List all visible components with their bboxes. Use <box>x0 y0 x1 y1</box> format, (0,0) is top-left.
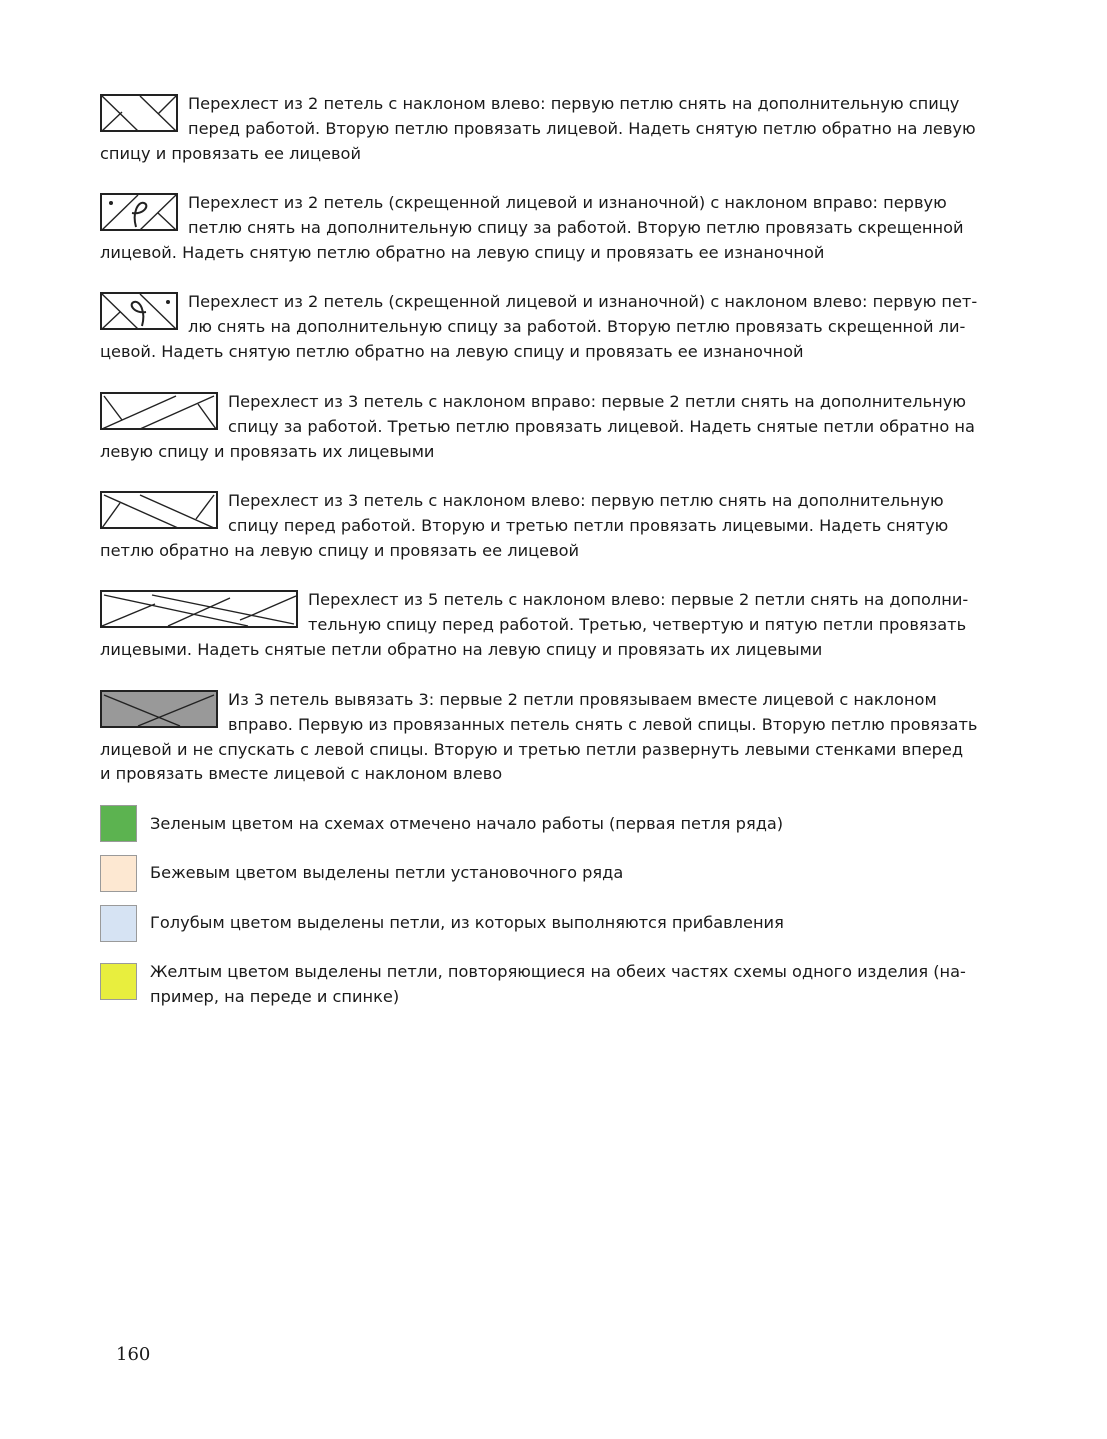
entry-text-line: цевой. Надеть снятую петлю обратно на левую спицу и провязать ее изнаночной <box>100 341 804 361</box>
entry-text-line: тельную спицу перед работой. Третью, четвертую и пятую петли провязать <box>308 614 967 634</box>
entry-text-line: Перехлест из 2 петель с наклоном влево: первую петлю снять на дополнительную спицу <box>188 94 960 113</box>
cross-2-twisted-right-symbol-icon <box>100 193 178 231</box>
three-from-three-symbol-icon <box>100 690 218 728</box>
cross-3-right-symbol-icon <box>100 392 218 430</box>
green-swatch-text <box>150 812 1020 837</box>
blue-swatch-text <box>150 911 1020 936</box>
entry-text-line: Из 3 петель вывязать 3: первые 2 петли провязываем вместе лицевой с наклоном <box>228 690 937 709</box>
entry-text-line: Зеленым цветом на схемах отмечено начало работы (первая петля ряда) <box>150 814 784 833</box>
beige-swatch-text <box>150 861 1020 886</box>
entry-text-line: Перехлест из 2 петель (скрещенной лицевой и изнаночной) с наклоном вправо: первую <box>188 193 947 212</box>
entry-text-line: лицевой и не спускать с левой спицы. Вторую и третью петли развернуть левыми стенками вперед <box>100 739 964 759</box>
entry-text-line: петлю обратно на левую спицу и провязать ее лицевой <box>100 540 580 560</box>
legend-entry-cross-3-right <box>100 390 1030 464</box>
legend-entry-cross-2-twisted-right <box>100 191 1030 265</box>
entry-text-line: лю снять на дополнительную спицу за работой. Вторую петлю провязать скрещенной ли- <box>188 316 966 336</box>
cross-2-left-symbol-icon <box>100 94 178 132</box>
legend-entry-cross-5-left <box>100 588 1030 662</box>
entry-text-line: Перехлест из 3 петель с наклоном влево: первую петлю снять на дополнительную <box>228 491 944 510</box>
yellow-swatch-text <box>150 960 1020 1010</box>
cross-5-left-symbol-icon <box>100 590 298 628</box>
entry-text-line: Перехлест из 2 петель (скрещенной лицевой и изнаночной) с наклоном влево: первую пет- <box>188 292 978 311</box>
entry-text-line: Перехлест из 3 петель с наклоном вправо: первые 2 петли снять на дополнительную <box>228 392 966 411</box>
entry-text-line: спицу и провязать ее лицевой <box>100 143 361 163</box>
beige-swatch <box>100 855 137 892</box>
page-number: 160 <box>116 1344 151 1365</box>
cross-2-twisted-left-symbol-icon <box>100 292 178 330</box>
entry-text-line: петлю снять на дополнительную спицу за работой. Вторую петлю провязать скрещенной <box>188 217 964 237</box>
legend-entry-3-from-3 <box>100 688 1030 787</box>
entry-text-line: вправо. Первую из провязанных петель снять с левой спицы. Вторую петлю провязать <box>228 714 978 734</box>
entry-text-line: лицевыми. Надеть снятые петли обратно на левую спицу и провязать их лицевыми <box>100 639 823 659</box>
entry-text-line: Голубым цветом выделены петли, из которых выполняются прибавления <box>150 913 784 932</box>
entry-text-line: лицевой. Надеть снятую петлю обратно на левую спицу и провязать ее изнаночной <box>100 242 825 262</box>
legend-entry-cross-2-left <box>100 92 1030 166</box>
legend-entry-cross-3-left <box>100 489 1030 563</box>
entry-text-line: перед работой. Вторую петлю провязать лицевой. Надеть снятую петлю обратно на левую <box>188 118 976 138</box>
yellow-swatch <box>100 963 137 1000</box>
entry-text-line: спицу перед работой. Вторую и третью петли провязать лицевыми. Надеть снятую <box>228 515 949 535</box>
entry-text-line: и провязать вместе лицевой с наклоном влево <box>100 764 503 784</box>
entry-text-line: левую спицу и провязать их лицевыми <box>100 441 435 461</box>
blue-swatch <box>100 905 137 942</box>
green-swatch <box>100 805 137 842</box>
entry-text-line: Перехлест из 5 петель с наклоном влево: первые 2 петли снять на дополни- <box>308 590 969 609</box>
entry-text-line: пример, на переде и спинке) <box>150 986 400 1006</box>
entry-text-line: спицу за работой. Третью петлю провязать лицевой. Надеть снятые петли обратно на <box>228 416 975 436</box>
cross-3-left-symbol-icon <box>100 491 218 529</box>
entry-text-line: Желтым цветом выделены петли, повторяющиеся на обеих частях схемы одного изделия (на- <box>150 962 966 981</box>
legend-entry-cross-2-twisted-left <box>100 290 1030 364</box>
entry-text-line: Бежевым цветом выделены петли установочного ряда <box>150 863 624 882</box>
